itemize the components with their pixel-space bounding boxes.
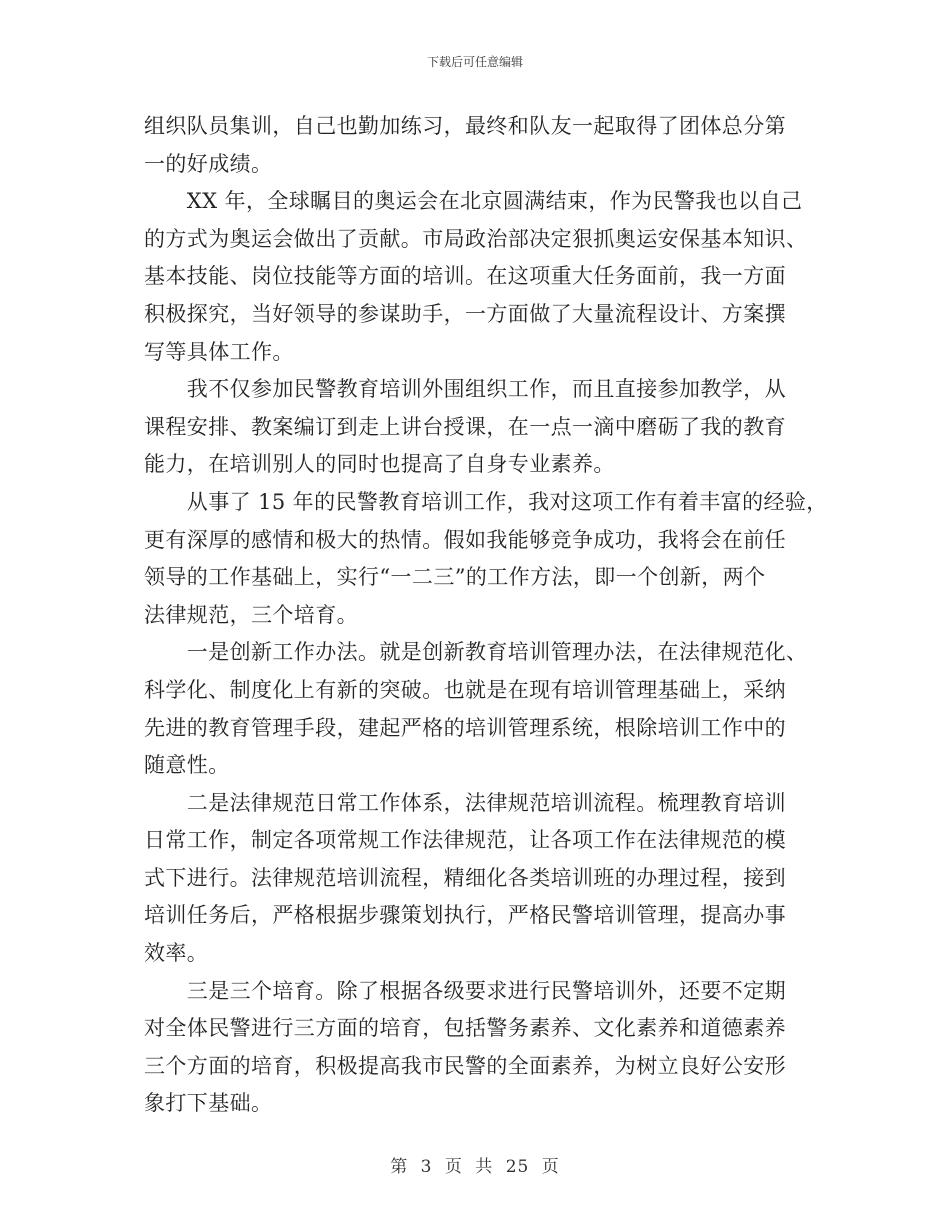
text-line: 积极探究，当好领导的参谋助手，一方面做了大量流程设计、方案撰 xyxy=(144,301,786,326)
footer-page-word: 页 xyxy=(444,1157,463,1177)
text-line: 培训任务后，严格根据步骤策划执行，严格民警培训管理，提高办事 xyxy=(144,903,786,928)
text-line: 我不仅参加民警教育培训外围组织工作，而且直接参加教学，从 xyxy=(144,377,786,402)
text-line: 领导的工作基础上，实行“一二三”的工作方法，即一个创新，两个 xyxy=(144,565,766,590)
text-line: 象打下基础。 xyxy=(144,1091,273,1116)
page-header: 下载后可任意编辑 xyxy=(426,55,523,69)
text-line: 三是三个培育。除了根据各级要求进行民警培训外，还要不定期 xyxy=(144,978,786,1003)
text-line: 先进的教育管理手段，建起严格的培训管理系统，根除培训工作中的 xyxy=(144,715,786,740)
page-footer xyxy=(0,1152,950,1177)
text-line: 组织队员集训，自己也勤加练习，最终和队友一起取得了团体总分第 xyxy=(144,114,786,138)
current-page-number: 3 xyxy=(420,1157,433,1177)
text-line: 课程安排、教案编订到走上讲台授课，在一点一滴中磨砺了我的教育 xyxy=(144,414,786,439)
text-line: 效率。 xyxy=(144,941,209,966)
total-page-count: 25 xyxy=(505,1157,530,1177)
text-line: XX 年，全球瞩目的奥运会在北京圆满结束，作为民警我也以自己 xyxy=(144,189,803,214)
text-line: 的方式为奥运会做出了贡献。市局政治部决定狠抓奥运安保基本知识、 xyxy=(144,226,808,251)
text-line: 写等具体工作。 xyxy=(144,339,294,364)
text-line: 能力，在培训别人的同时也提高了自身专业素养。 xyxy=(144,452,615,477)
text-line: 三个方面的培育，积极提高我市民警的全面素养，为树立良好公安形 xyxy=(144,1053,786,1078)
text-line: 一是创新工作办法。就是创新教育培训管理办法，在法律规范化、 xyxy=(144,640,808,665)
text-line: 二是法律规范日常工作体系，法律规范培训流程。梳理教育培训 xyxy=(144,790,786,815)
text-line: 随意性。 xyxy=(144,753,230,778)
footer-prefix: 第 xyxy=(390,1157,409,1177)
text-line: 对全体民警进行三方面的培育，包括警务素养、文化素养和道德素养 xyxy=(144,1016,786,1041)
text-line: 一的好成绩。 xyxy=(144,151,273,176)
text-line: 从事了 15 年的民警教育培训工作，我对这项工作有着丰富的经验， xyxy=(144,489,828,514)
body-text xyxy=(144,108,828,1123)
text-line: 基本技能、岗位技能等方面的培训。在这项重大任务面前，我一方面 xyxy=(144,264,786,289)
text-line: 法律规范，三个培育。 xyxy=(144,602,358,627)
footer-total-word: 共 xyxy=(475,1157,494,1177)
text-line: 更有深厚的感情和极大的热情。假如我能够竞争成功，我将会在前任 xyxy=(144,527,786,552)
text-line: 科学化、制度化上有新的突破。也就是在现有培训管理基础上，采纳 xyxy=(144,677,786,702)
text-line: 式下进行。法律规范培训流程，精细化各类培训班的办理过程，接到 xyxy=(144,865,786,890)
text-line: 日常工作，制定各项常规工作法律规范，让各项工作在法律规范的模 xyxy=(144,828,786,853)
footer-suffix: 页 xyxy=(541,1157,560,1177)
